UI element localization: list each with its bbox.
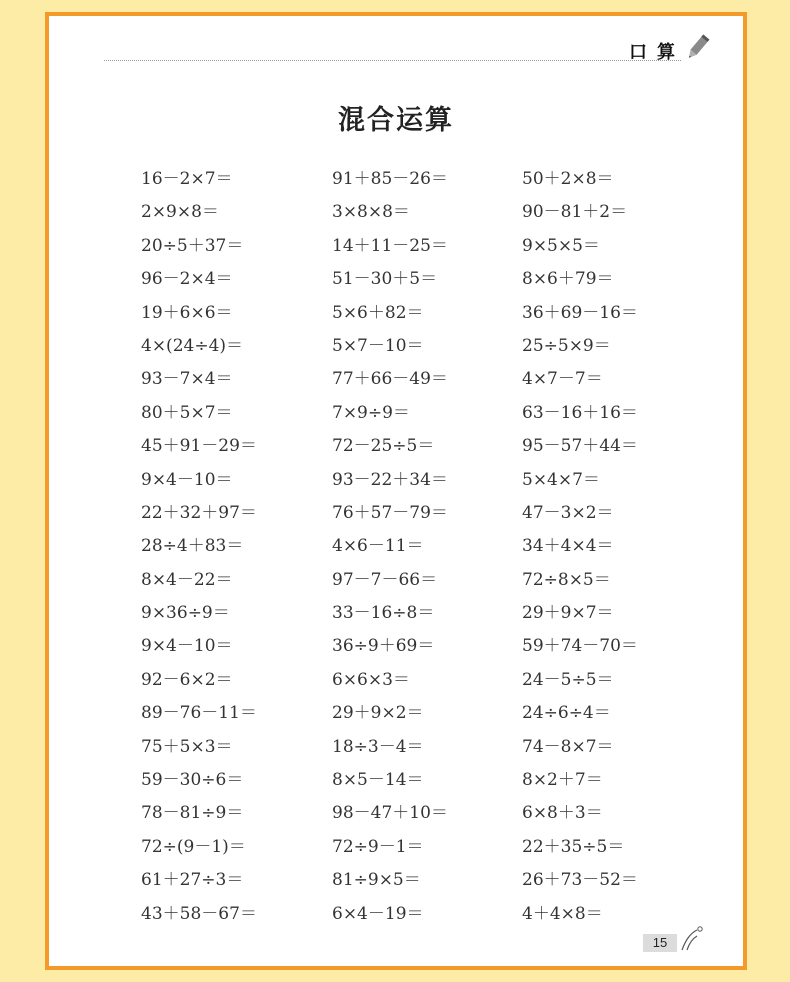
- math-problem: 20÷5＋37＝: [141, 235, 244, 256]
- math-problem: 81÷9×5＝: [332, 870, 421, 891]
- math-problem: 18÷3－4＝: [332, 736, 424, 757]
- math-problem: 61＋27÷3＝: [141, 870, 244, 891]
- math-problem: 25÷5×9＝: [522, 335, 611, 356]
- math-problem: 24－5÷5＝: [522, 669, 614, 690]
- math-problem: 28÷4＋83＝: [141, 536, 244, 557]
- math-problem: 6×4－19＝: [332, 903, 424, 924]
- math-problem: 24÷6÷4＝: [522, 703, 611, 724]
- page-title: 混合运算: [338, 105, 454, 136]
- math-problem: 5×7－10＝: [332, 335, 424, 356]
- section-label: 口算: [629, 42, 685, 63]
- math-problem: 95－57＋44＝: [522, 436, 638, 457]
- math-problem: 7×9÷9＝: [332, 402, 410, 423]
- header-divider: [104, 60, 681, 61]
- math-problem: 4×(24÷4)＝: [141, 335, 244, 356]
- math-problem: 22＋35÷5＝: [522, 836, 625, 857]
- math-problem: 89－76－11＝: [141, 703, 257, 724]
- math-problem: 9×5×5＝: [522, 235, 600, 256]
- math-problem: 63－16＋16＝: [522, 402, 638, 423]
- math-problem: 47－3×2＝: [522, 502, 614, 523]
- math-problem: 4＋4×8＝: [522, 903, 603, 924]
- problem-grid: [141, 163, 721, 931]
- math-problem: 76＋57－79＝: [332, 502, 448, 523]
- math-problem: 36＋69－16＝: [522, 302, 638, 323]
- math-problem: 34＋4×4＝: [522, 536, 614, 557]
- math-problem: 9×36÷9＝: [141, 603, 230, 624]
- math-problem: 29＋9×2＝: [332, 703, 424, 724]
- math-problem: 5×4×7＝: [522, 469, 600, 490]
- math-problem: 9×4－10＝: [141, 636, 233, 657]
- math-problem: 72÷9－1＝: [332, 836, 424, 857]
- math-problem: 91＋85－26＝: [332, 169, 448, 189]
- math-problem: 6×8＋3＝: [522, 803, 603, 824]
- math-problem: 98－47＋10＝: [332, 803, 448, 824]
- math-problem: 22＋32＋97＝: [141, 502, 257, 523]
- pencil-icon: [685, 32, 711, 62]
- math-problem: 45＋91－29＝: [141, 436, 257, 457]
- swirl-decoration-icon: [679, 924, 705, 952]
- math-problem: 59－30÷6＝: [141, 770, 244, 791]
- math-problem: 96－2×4＝: [141, 269, 233, 290]
- math-problem: 90－81＋2＝: [522, 202, 628, 223]
- math-problem: 8×5－14＝: [332, 770, 424, 791]
- math-problem: 78－81÷9＝: [141, 803, 244, 824]
- math-problem: 59＋74－70＝: [522, 636, 638, 657]
- math-problem: 5×6＋82＝: [332, 302, 424, 323]
- math-problem: 74－8×7＝: [522, 736, 614, 757]
- math-problem: 93－7×4＝: [141, 369, 233, 390]
- math-problem: 92－6×2＝: [141, 669, 233, 690]
- math-problem: 8×2＋7＝: [522, 770, 603, 791]
- math-problem: 80＋5×7＝: [141, 402, 233, 423]
- math-problem: 26＋73－52＝: [522, 870, 638, 891]
- math-problem: 51－30＋5＝: [332, 269, 438, 290]
- page-number: 15: [643, 934, 677, 952]
- math-problem: 93－22＋34＝: [332, 469, 448, 490]
- math-problem: 72÷8×5＝: [522, 569, 611, 590]
- math-problem: 72－25÷5＝: [332, 436, 435, 457]
- math-problem: 4×6－11＝: [332, 536, 424, 557]
- math-problem: 33－16÷8＝: [332, 603, 435, 624]
- math-problem: 2×9×8＝: [141, 202, 219, 223]
- math-problem: 8×4－22＝: [141, 569, 233, 590]
- math-problem: 16－2×7＝: [141, 169, 233, 189]
- math-problem: 6×6×3＝: [332, 669, 410, 690]
- math-problem: 19＋6×6＝: [141, 302, 233, 323]
- math-problem: 14＋11－25＝: [332, 235, 448, 256]
- math-problem: 97－7－66＝: [332, 569, 438, 590]
- math-problem: 50＋2×8＝: [522, 169, 614, 189]
- math-problem: 3×8×8＝: [332, 202, 410, 223]
- math-problem: 9×4－10＝: [141, 469, 233, 490]
- math-problem: 77＋66－49＝: [332, 369, 448, 390]
- math-problem: 36÷9＋69＝: [332, 636, 435, 657]
- math-problem: 29＋9×7＝: [522, 603, 614, 624]
- math-problem: 75＋5×3＝: [141, 736, 233, 757]
- worksheet-page: [45, 12, 747, 970]
- math-problem: 43＋58－67＝: [141, 903, 257, 924]
- math-problem: 72÷(9－1)＝: [141, 836, 246, 857]
- math-problem: 8×6＋79＝: [522, 269, 614, 290]
- math-problem: 4×7－7＝: [522, 369, 603, 390]
